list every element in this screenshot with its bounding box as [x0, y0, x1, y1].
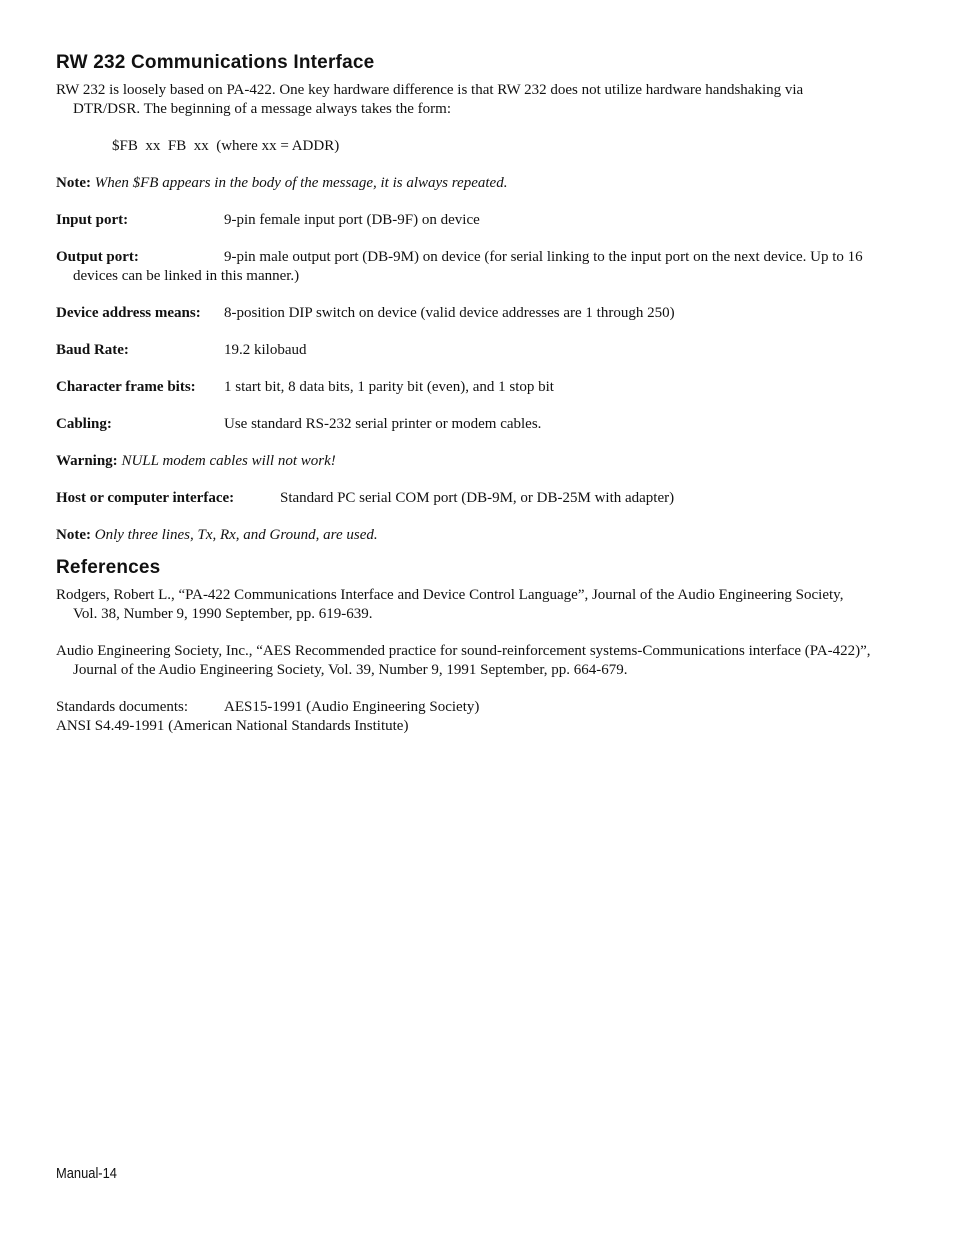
references-heading: References: [56, 557, 161, 578]
note-label: Note:: [56, 175, 91, 191]
spec-label: Character frame bits:: [56, 379, 196, 395]
spec-value: 19.2 kilobaud: [224, 342, 307, 358]
spec-input-port: [56, 211, 871, 230]
spec-label: Cabling:: [56, 416, 112, 432]
note-label: Note:: [56, 527, 91, 543]
references-section: [56, 557, 871, 736]
rw232-heading: RW 232 Communications Interface: [56, 52, 375, 73]
warning-label: Warning:: [56, 453, 118, 469]
spec-label: Device address means:: [56, 305, 201, 321]
rw232-intro: RW 232 is loosely based on PA-422. One key hardware difference is that RW 232 does not utilize hardware handshaking via DTR/DSR. The beginning of a message always takes the form:: [56, 82, 804, 117]
spec-value: 1 start bit, 8 data bits, 1 parity bit (even), and 1 stop bit: [224, 379, 554, 395]
spec-value: 9-pin female input port (DB-9F) on device: [224, 212, 480, 228]
manual-page: [56, 52, 871, 736]
spec-host-interface: [56, 489, 871, 508]
standards-row: [56, 698, 871, 717]
spec-label: Baud Rate:: [56, 342, 129, 358]
spec-cabling: [56, 415, 871, 434]
spec-value: Standard PC serial COM port (DB-9M, or DB-25M with adapter): [280, 490, 675, 506]
spec-label: Input port:: [56, 212, 129, 228]
standard-item: ANSI S4.49-1991 (American National Standards Institute): [56, 718, 409, 734]
note-repeat: [56, 174, 871, 193]
spec-value: 8-position DIP switch on device (valid device addresses are 1 through 250): [224, 305, 675, 321]
spec-frame-bits: [56, 378, 871, 397]
spec-device-address: [56, 304, 871, 323]
spec-value: Use standard RS-232 serial printer or modem cables.: [224, 416, 542, 432]
spec-output-port: [56, 248, 871, 286]
spec-value: 9-pin male output port (DB-9M) on device (for serial linking to the input port on the next device. Up to 16 devices can be linked in this manner.): [73, 249, 863, 284]
spec-label: Host or computer interface:: [56, 490, 235, 506]
warning-text: NULL modem cables will not work!: [121, 453, 336, 469]
page-number: Manual-14: [56, 1165, 117, 1182]
reference-item: Audio Engineering Society, Inc., “AES Recommended practice for sound-reinforcement systems-Communications interface (PA-422)”, Journal of the Audio Engineering Society, Vol. 39, Number 9, 1991 September, pp. 664-679.: [56, 643, 871, 678]
spec-baud-rate: [56, 341, 871, 360]
standards-label: Standards documents:: [56, 699, 189, 715]
warning-null-modem: [56, 452, 871, 471]
note-text: When $FB appears in the body of the message, it is always repeated.: [94, 175, 508, 191]
note-text: Only three lines, Tx, Rx, and Ground, are used.: [94, 527, 378, 543]
message-format: $FB xx FB xx (where xx = ADDR): [112, 138, 340, 154]
standard-item: AES15-1991 (Audio Engineering Society): [224, 699, 480, 715]
spec-label: Output port:: [56, 249, 139, 265]
note-lines: [56, 526, 871, 545]
reference-item: Rodgers, Robert L., “PA-422 Communications Interface and Device Control Language”, Journal of the Audio Engineering Society, Vol. 38, Number 9, 1990 September, pp. 619-639.: [56, 587, 844, 622]
